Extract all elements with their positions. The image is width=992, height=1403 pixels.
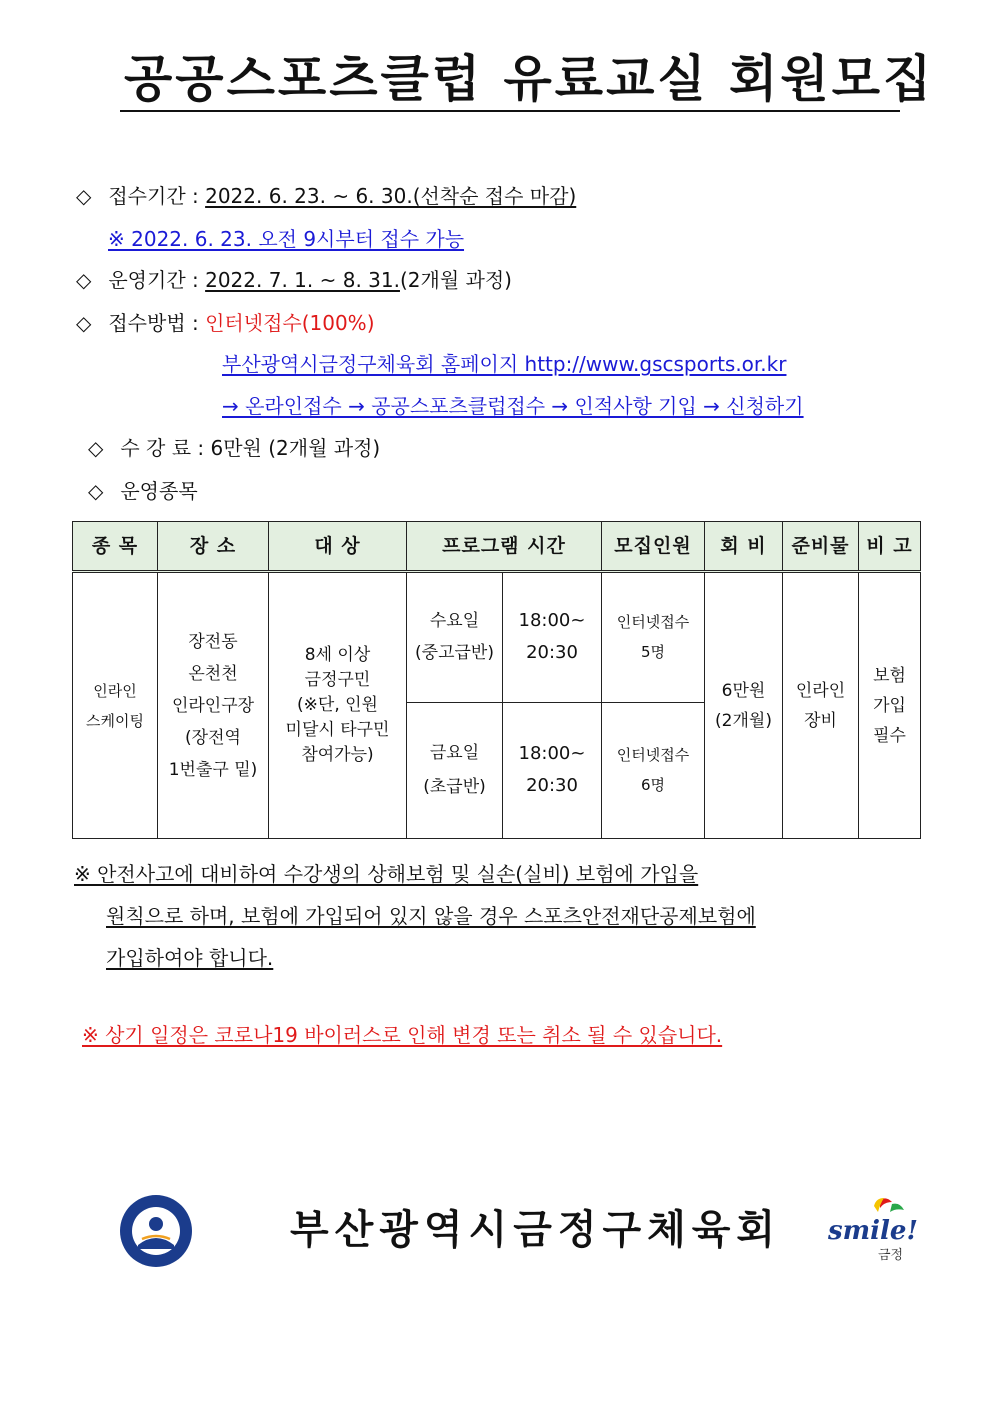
covid-notice: ※ 상기 일정은 코로나19 바이러스로 인해 변경 또는 취소 될 수 있습니다. — [82, 1023, 723, 1047]
operation-value-rest: (2개월 과정) — [399, 268, 512, 292]
operation-label: 운영기간 : — [108, 268, 199, 292]
operation-value: 2022. 7. 1. ~ 8. 31. — [205, 268, 400, 292]
smile-logo-text: smile! — [828, 1216, 918, 1246]
cell-target: 8세 이상 금정구민 (※단, 인원 미달시 타구민 참여가능) — [269, 572, 407, 839]
header-place: 장 소 — [158, 522, 269, 572]
page-title: 공공스포츠클럽 유료교실 회원모집 — [120, 48, 900, 112]
cell-remarks: 보험 가입 필수 — [859, 572, 921, 839]
diamond-bullet-icon: ◇ — [76, 268, 92, 292]
insurance-note-3: 가입하여야 합니다. — [106, 946, 274, 970]
fee-value: 6만원 (2개월 과정) — [210, 436, 381, 460]
info-period — [76, 182, 576, 210]
cell-day-2: 금요일 (초급반) — [407, 702, 503, 838]
cell-supplies: 인라인 장비 — [783, 572, 859, 839]
smile-geumjeong-logo — [826, 1196, 918, 1263]
method-value: 인터넷접수(100%) — [205, 311, 375, 335]
cell-place: 장전동 온천천 인라인구장 (장전역 1번출구 밑) — [158, 572, 269, 839]
info-operation — [76, 266, 512, 294]
cell-time-1: 18:00~ 20:30 — [503, 572, 602, 703]
header-sport: 종 목 — [73, 522, 158, 572]
program-table — [72, 521, 921, 839]
header-capacity: 모집인원 — [602, 522, 705, 572]
header-target: 대 상 — [269, 522, 407, 572]
diamond-bullet-icon: ◇ — [88, 436, 104, 460]
header-supplies: 준비물 — [783, 522, 859, 572]
cell-capacity-2: 인터넷접수 6명 — [602, 702, 705, 838]
insurance-note-2: 원칙으로 하며, 보험에 가입되어 있지 않을 경우 스포츠안전재단공제보험에 — [106, 904, 756, 928]
cell-capacity-1: 인터넷접수 5명 — [602, 572, 705, 703]
geumjeong-sports-council-logo-icon — [118, 1193, 194, 1269]
header-fee: 회 비 — [705, 522, 783, 572]
info-fee — [88, 434, 380, 462]
info-events — [88, 477, 198, 505]
header-time: 프로그램 시간 — [407, 522, 602, 572]
table-header-row — [73, 522, 921, 572]
footer-organization: 부산광역시금정구체육회 — [290, 1207, 782, 1253]
diamond-bullet-icon: ◇ — [76, 184, 92, 208]
table-row — [73, 572, 921, 703]
info-method — [76, 309, 375, 337]
diamond-bullet-icon: ◇ — [88, 479, 104, 503]
cell-fee: 6만원 (2개월) — [705, 572, 783, 839]
method-steps: → 온라인접수 → 공공스포츠클럽접수 → 인적사항 기입 → 신청하기 — [222, 394, 804, 418]
events-label: 운영종목 — [120, 479, 198, 503]
method-site[interactable]: 부산광역시금정구체육회 홈페이지 http://www.gscsports.or.kr — [222, 352, 787, 376]
cell-time-2: 18:00~ 20:30 — [503, 702, 602, 838]
header-remarks: 비 고 — [859, 522, 921, 572]
method-label: 접수방법 : — [108, 311, 199, 335]
diamond-bullet-icon: ◇ — [76, 311, 92, 335]
cell-day-1: 수요일 (중고급반) — [407, 572, 503, 703]
period-label: 접수기간 : — [108, 184, 199, 208]
period-note: ※ 2022. 6. 23. 오전 9시부터 접수 가능 — [108, 227, 465, 251]
cell-sport: 인라인 스케이팅 — [73, 572, 158, 839]
insurance-note-1: ※ 안전사고에 대비하여 수강생의 상해보험 및 실손(실비) 보험에 가입을 — [74, 862, 699, 886]
fee-label: 수 강 료 : — [120, 436, 205, 460]
smile-logo-subtext: 금정 — [878, 1248, 904, 1263]
period-value: 2022. 6. 23. ~ 6. 30.(선착순 접수 마감) — [205, 184, 577, 208]
